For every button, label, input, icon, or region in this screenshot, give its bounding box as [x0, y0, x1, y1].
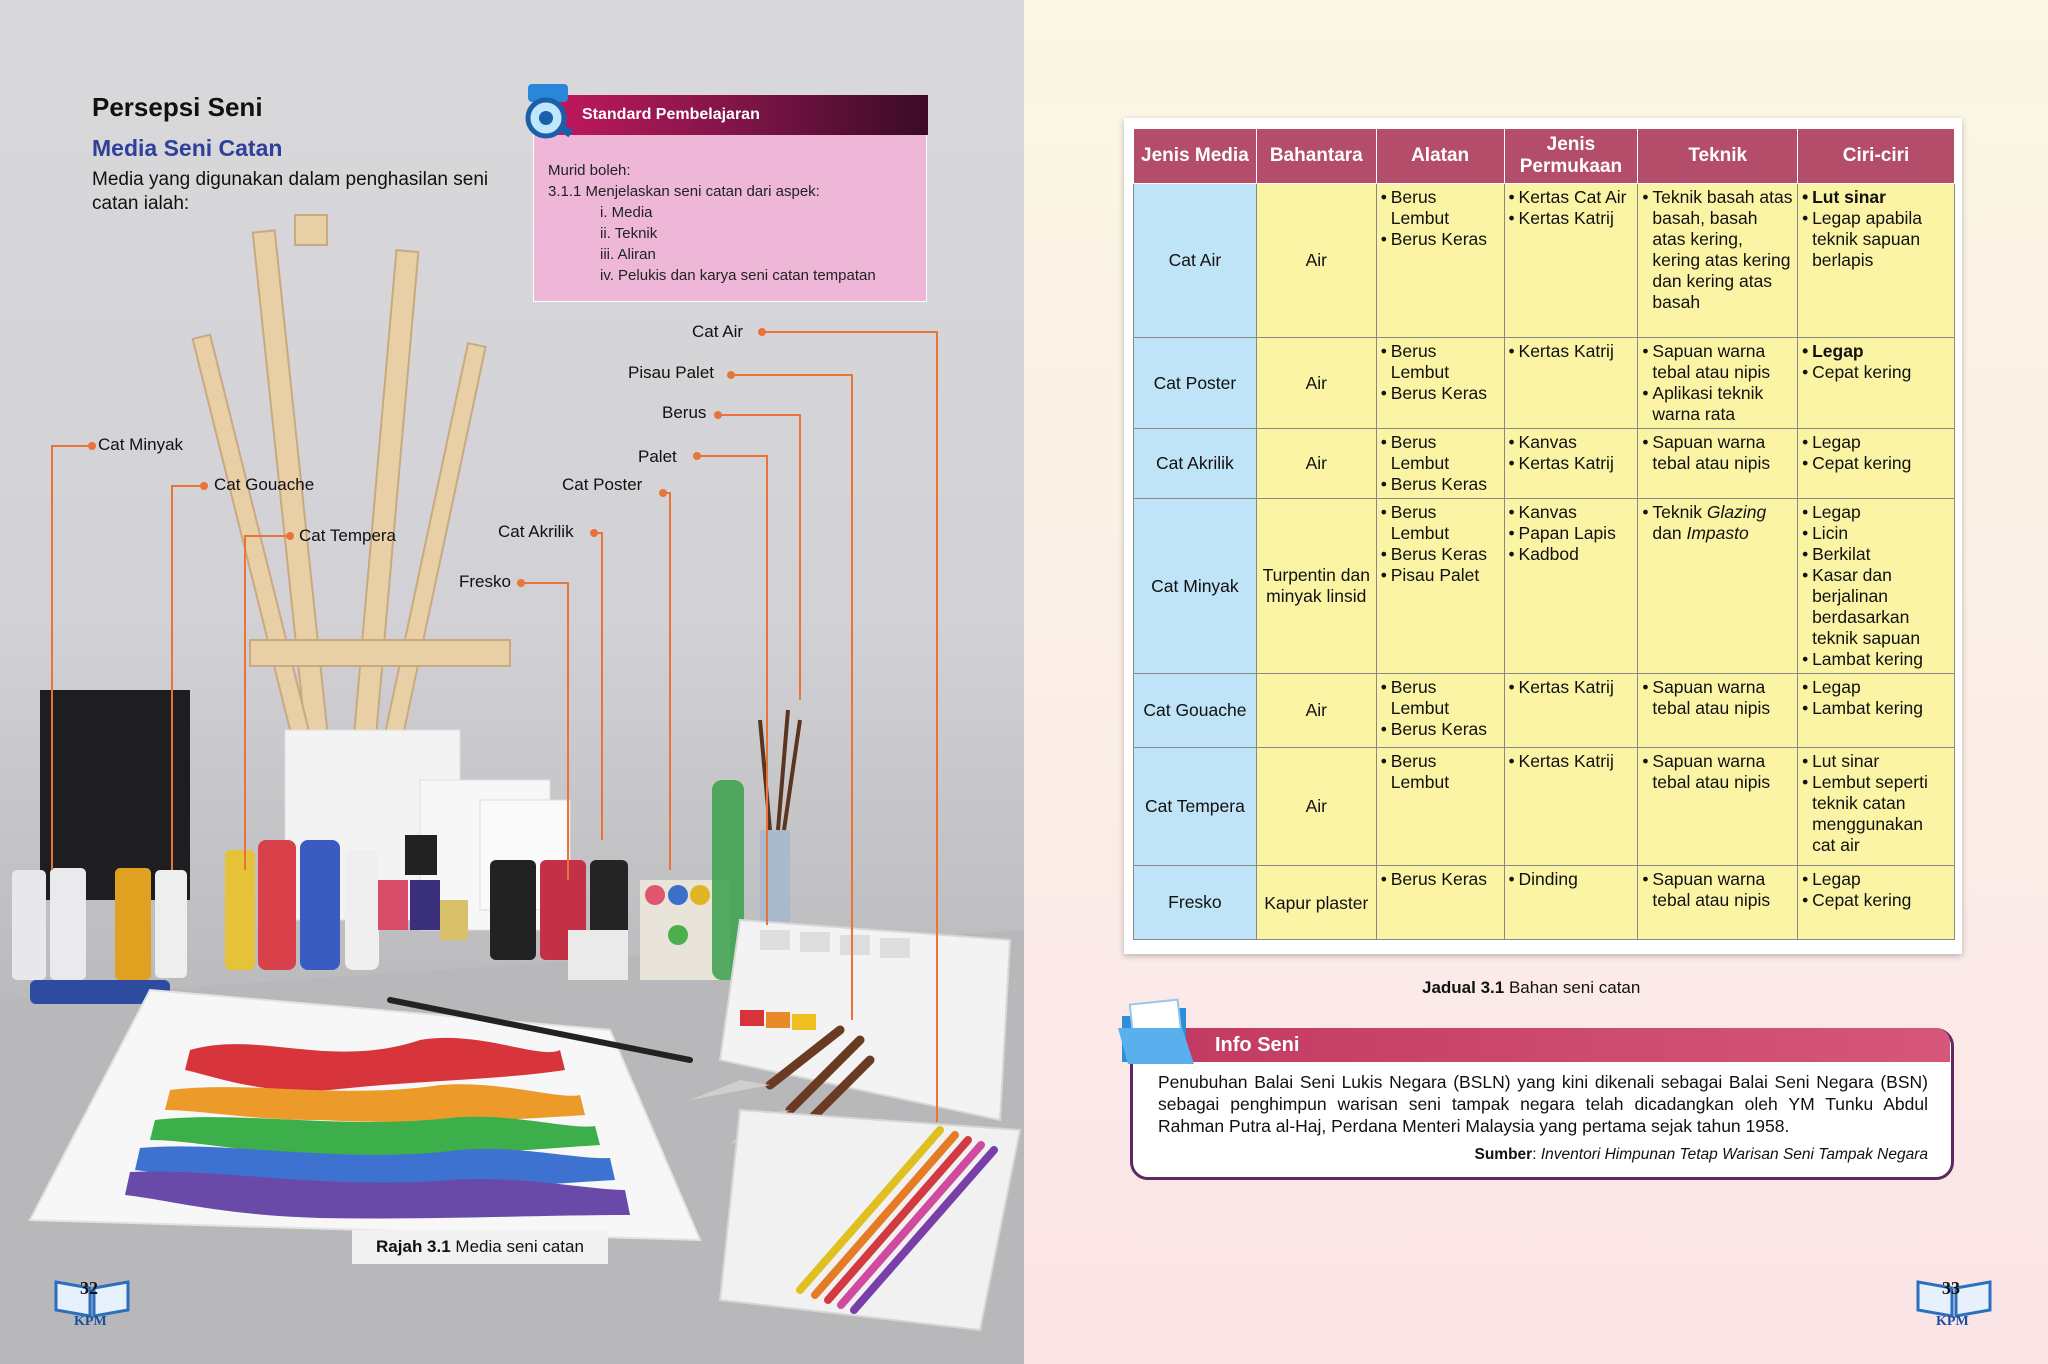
list-item: • Berus Lembut	[1381, 677, 1500, 719]
table-row	[1134, 674, 1955, 748]
cell-alatan	[1376, 748, 1504, 866]
folder-icon	[1116, 998, 1206, 1072]
table-row	[1134, 184, 1955, 338]
list-item: • Kertas Cat Air	[1509, 187, 1634, 208]
kpm-logo-text: KPM	[74, 1314, 107, 1329]
list-item: • Berus Keras	[1381, 229, 1500, 250]
table-row	[1134, 338, 1955, 429]
cell-permukaan	[1504, 748, 1638, 866]
label-cat-poster: Cat Poster	[562, 475, 643, 494]
cell-media: Fresko	[1134, 866, 1257, 940]
cell-permukaan	[1504, 674, 1638, 748]
list-item: • Kertas Katrij	[1509, 341, 1634, 362]
cell-media: Cat Poster	[1134, 338, 1257, 429]
subtitle: Media Seni Catan	[92, 135, 283, 161]
list-item: • Licin	[1802, 523, 1950, 544]
cell-permukaan	[1504, 866, 1638, 940]
cell-alatan	[1376, 674, 1504, 748]
list-item: • Sapuan warna tebal atau nipis	[1642, 751, 1793, 793]
table-row	[1134, 429, 1955, 499]
list-item: • Sapuan warna tebal atau nipis	[1642, 869, 1793, 911]
list-item: • Berus Lembut	[1381, 341, 1500, 383]
cell-alatan	[1376, 499, 1504, 674]
col-header-bahantara: Bahantara	[1256, 129, 1376, 184]
list-item: • Berus Lembut	[1381, 502, 1500, 544]
list-item: • Berus Keras	[1381, 869, 1500, 890]
list-item: • Berkilat	[1802, 544, 1950, 565]
list-item: • Berus Keras	[1381, 719, 1500, 740]
label-fresko: Fresko	[459, 572, 511, 591]
cell-ciri	[1798, 184, 1955, 338]
col-header-teknik: Teknik	[1638, 129, 1798, 184]
cell-alatan	[1376, 429, 1504, 499]
list-item: • Kanvas	[1509, 502, 1634, 523]
kpm-logo-text: KPM	[1936, 1314, 1969, 1329]
cell-bahantara: Air	[1256, 429, 1376, 499]
source-label: Sumber	[1474, 1146, 1533, 1163]
list-item: • Lembut seperti teknik catan menggunakan cat air	[1802, 772, 1950, 856]
label-cat-gouache: Cat Gouache	[214, 475, 315, 494]
table-row	[1134, 499, 1955, 674]
cell-teknik	[1638, 184, 1798, 338]
info-seni-title: Info Seni	[1215, 1034, 1300, 1056]
cell-ciri	[1798, 499, 1955, 674]
col-header-alatan: Alatan	[1376, 129, 1504, 184]
list-item: • Pisau Palet	[1381, 565, 1500, 586]
list-item: • Legap	[1802, 341, 1950, 362]
list-item	[1642, 502, 1793, 544]
page-number: 33	[1942, 1278, 1960, 1298]
label-cat-minyak: Cat Minyak	[98, 435, 184, 454]
list-item: • Kertas Katrij	[1509, 751, 1634, 772]
list-item: • Kertas Katrij	[1509, 677, 1634, 698]
cell-teknik	[1638, 748, 1798, 866]
std-line: ii. Teknik	[600, 225, 658, 242]
list-item: • Berus Lembut	[1381, 751, 1500, 793]
cell-media: Cat Akrilik	[1134, 429, 1257, 499]
col-header-jenis-permukaan: Jenis Permukaan	[1504, 129, 1638, 184]
list-item: • Kertas Katrij	[1509, 453, 1634, 474]
cell-bahantara: Air	[1256, 748, 1376, 866]
list-item: • Kadbod	[1509, 544, 1634, 565]
list-item: • Papan Lapis	[1509, 523, 1634, 544]
cell-alatan	[1376, 184, 1504, 338]
cell-alatan	[1376, 338, 1504, 429]
cell-ciri	[1798, 748, 1955, 866]
figure-caption-text: Media seni catan	[455, 1237, 584, 1256]
figure-caption	[352, 1230, 608, 1264]
cell-media: Cat Air	[1134, 184, 1257, 338]
list-item: • Berus Lembut	[1381, 432, 1500, 474]
cell-teknik	[1638, 866, 1798, 940]
list-item: • Lut sinar	[1802, 187, 1950, 208]
label-cat-tempera: Cat Tempera	[299, 526, 397, 545]
label-cat-air: Cat Air	[692, 322, 744, 341]
cell-permukaan	[1504, 499, 1638, 674]
list-item: • Sapuan warna tebal atau nipis	[1642, 341, 1793, 383]
list-item: • Teknik basah atas basah, basah atas kering, kering atas kering dan kering atas basah	[1642, 187, 1793, 313]
list-item: • Cepat kering	[1802, 362, 1950, 383]
cell-bahantara: Turpentin dan minyak linsid	[1256, 499, 1376, 674]
table-caption	[1422, 978, 1640, 998]
list-item: • Aplikasi teknik warna rata	[1642, 383, 1793, 425]
info-seni-source: Sumber: Inventori Himpunan Tetap Warisan Seni Tampak Negara	[1474, 1146, 1928, 1163]
col-header-ciri-ciri: Ciri-ciri	[1798, 129, 1955, 184]
cell-media: Cat Minyak	[1134, 499, 1257, 674]
list-item: • Kanvas	[1509, 432, 1634, 453]
std-line: i. Media	[600, 204, 653, 221]
magnifier-key-icon	[522, 82, 578, 146]
list-item: • Cepat kering	[1802, 890, 1950, 911]
table-caption-text: Bahan seni catan	[1508, 978, 1641, 997]
media-table-card	[1124, 118, 1962, 954]
cell-ciri	[1798, 338, 1955, 429]
cell-permukaan	[1504, 338, 1638, 429]
list-item: • Berus Keras	[1381, 544, 1500, 565]
cell-teknik	[1638, 499, 1798, 674]
teknik-text: dan	[1652, 523, 1687, 543]
source-text: Inventori Himpunan Tetap Warisan Seni Tampak Negara	[1540, 1146, 1928, 1163]
list-item: • Kasar dan berjalinan berdasarkan teknik sapuan	[1802, 565, 1950, 649]
list-item: • Sapuan warna tebal atau nipis	[1642, 432, 1793, 474]
cell-bahantara: Air	[1256, 674, 1376, 748]
cell-media: Cat Gouache	[1134, 674, 1257, 748]
cell-bahantara: Air	[1256, 338, 1376, 429]
teknik-text: Teknik	[1652, 502, 1707, 522]
table-row	[1134, 866, 1955, 940]
std-line: iv. Pelukis dan karya seni catan tempatan	[600, 267, 876, 284]
learning-standard-list	[548, 160, 876, 286]
list-item: • Sapuan warna tebal atau nipis	[1642, 677, 1793, 719]
table-row	[1134, 748, 1955, 866]
teknik-impasto: Impasto	[1686, 523, 1749, 543]
cell-permukaan	[1504, 429, 1638, 499]
list-item: • Cepat kering	[1802, 453, 1950, 474]
cell-ciri	[1798, 429, 1955, 499]
section-title: Persepsi Seni	[92, 92, 263, 122]
figure-caption-number: Rajah 3.1	[376, 1237, 451, 1256]
list-item: • Berus Keras	[1381, 383, 1500, 404]
list-item: • Berus Keras	[1381, 474, 1500, 495]
intro-text: Media yang digunakan dalam penghasilan seni catan ialah:	[92, 169, 489, 214]
list-item: • Berus Lembut	[1381, 187, 1500, 229]
cell-teknik	[1638, 338, 1798, 429]
list-item: • Kertas Katrij	[1509, 208, 1634, 229]
cell-bahantara: Kapur plaster	[1256, 866, 1376, 940]
label-palet: Palet	[638, 447, 677, 466]
list-item: • Lambat kering	[1802, 649, 1950, 670]
cell-bahantara: Air	[1256, 184, 1376, 338]
list-item: • Lambat kering	[1802, 698, 1950, 719]
table-header-row	[1134, 129, 1955, 184]
list-item: • Dinding	[1509, 869, 1634, 890]
info-seni-body: Penubuhan Balai Seni Lukis Negara (BSLN) yang kini dikenali sebagai Balai Seni Negara (BSN) sebagai penghimpun warisan seni tampak negara telah dicadangkan oleh YM Tunku Abdul Rahman Putra al-Haj, Perdana Menteri Malaysia yang pertama sejak tahun 1958.	[1158, 1072, 1928, 1136]
cell-ciri	[1798, 674, 1955, 748]
cell-media: Cat Tempera	[1134, 748, 1257, 866]
cell-teknik	[1638, 674, 1798, 748]
label-cat-akrilik: Cat Akrilik	[498, 522, 574, 541]
label-pisau-palet: Pisau Palet	[628, 363, 714, 382]
std-line: Murid boleh:	[548, 162, 631, 179]
page-number: 32	[80, 1278, 98, 1298]
table-caption-number: Jadual 3.1	[1422, 978, 1505, 997]
std-line: iii. Aliran	[600, 246, 656, 263]
teknik-glazing: Glazing	[1706, 502, 1767, 522]
std-line: 3.1.1 Menjelaskan seni catan dari aspek:	[548, 183, 820, 200]
media-table	[1133, 128, 1955, 940]
cell-permukaan	[1504, 184, 1638, 338]
list-item: • Legap	[1802, 869, 1950, 890]
list-item: • Lut sinar	[1802, 751, 1950, 772]
label-berus: Berus	[662, 403, 707, 422]
cell-teknik	[1638, 429, 1798, 499]
list-item: • Legap	[1802, 677, 1950, 698]
col-header-jenis-media: Jenis Media	[1134, 129, 1257, 184]
cell-ciri	[1798, 866, 1955, 940]
learning-standard-title: Standard Pembelajaran	[582, 106, 760, 123]
list-item: • Legap	[1802, 502, 1950, 523]
cell-alatan	[1376, 866, 1504, 940]
list-item: • Legap	[1802, 432, 1950, 453]
list-item: • Legap apabila teknik sapuan berlapis	[1802, 208, 1950, 271]
